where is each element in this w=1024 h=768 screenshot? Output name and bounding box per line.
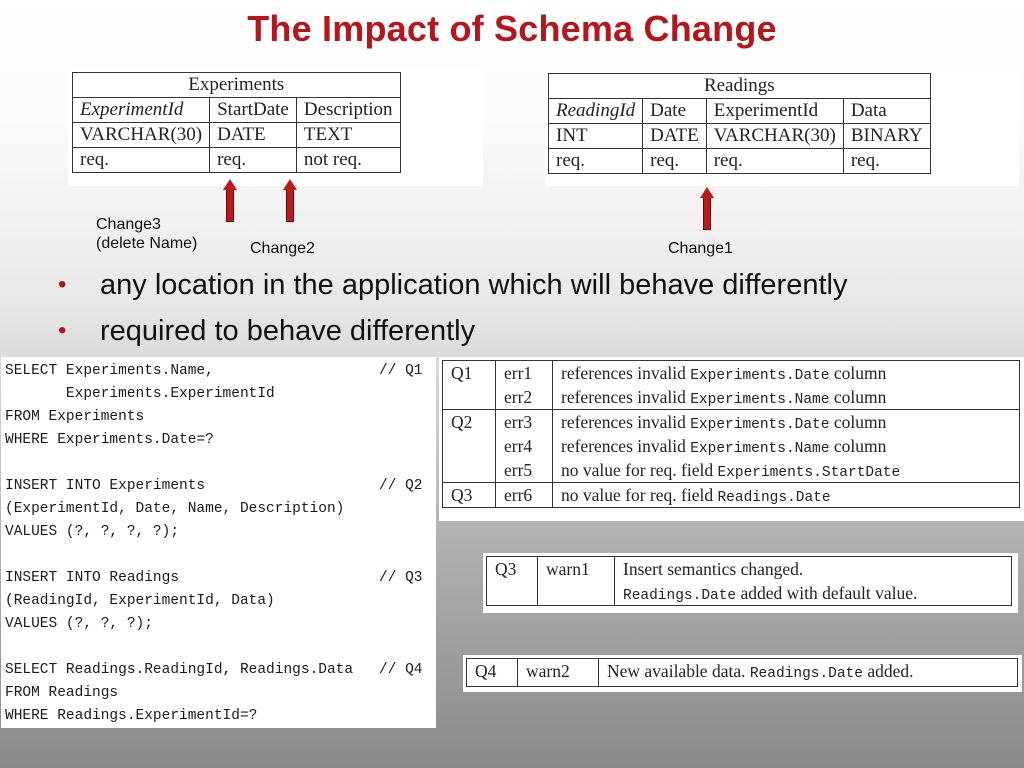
arrow-up-icon [223, 179, 237, 222]
error-text: references invalid [561, 363, 691, 383]
error-desc-cell [553, 361, 1020, 410]
sql-code-panel [1, 357, 436, 728]
error-desc-cell [553, 483, 1020, 508]
error-id-cell [496, 483, 553, 508]
warning-desc-cell [615, 557, 1012, 606]
readings-table [548, 73, 931, 174]
bullet-item [58, 262, 847, 308]
code-line: WHERE Experiments.Date=? [5, 432, 214, 448]
slide-title: The Impact of Schema Change [247, 8, 777, 49]
error-group-row [443, 483, 1020, 508]
warning-suffix: added. [862, 661, 914, 681]
readings-col-type: DATE [643, 124, 707, 149]
code-comment: // Q4 [379, 662, 423, 678]
error-suffix: column [829, 412, 887, 432]
readings-col-required: req. [843, 149, 930, 174]
readings-col-required: req. [549, 149, 643, 174]
code-line: WHERE Readings.ExperimentId=? [5, 708, 258, 724]
bullet-text: required to behave differently [100, 315, 476, 347]
error-text: no value for req. field [561, 460, 718, 480]
error-code: Experiments.Date [690, 368, 830, 384]
code-line: SELECT Experiments.Name, [5, 363, 214, 379]
code-line: INSERT INTO Readings [5, 570, 180, 586]
readings-col-required: req. [706, 149, 843, 174]
change1-label: Change1 [668, 240, 733, 257]
experiments-col-header: ExperimentId [73, 98, 210, 123]
readings-table-name: Readings [549, 74, 931, 99]
code-line: INSERT INTO Experiments [5, 478, 206, 494]
readings-col-header: ReadingId [549, 99, 643, 124]
change3-label [96, 215, 197, 253]
code-line: (ReadingId, ExperimentId, Data) [5, 593, 275, 609]
error-suffix: column [829, 387, 887, 407]
arrow-up-icon [700, 187, 714, 230]
code-comment: // Q1 [379, 363, 423, 379]
bullet-dot-icon: • [58, 271, 67, 298]
code-line: VALUES (?, ?, ?); [5, 616, 153, 632]
bullet-list [58, 262, 847, 354]
experiments-col-required: not req. [296, 148, 400, 173]
error-group-row [443, 410, 1020, 483]
errors-table [442, 360, 1020, 508]
experiments-table-name: Experiments [73, 73, 401, 98]
error-id: err4 [504, 436, 533, 456]
warning-text: New available data. [607, 661, 750, 681]
readings-table-panel [545, 70, 1019, 186]
readings-col-type: INT [549, 124, 643, 149]
code-comment: // Q3 [379, 570, 423, 586]
error-code: Experiments.Name [690, 392, 830, 408]
experiments-table [72, 72, 401, 173]
change2-label: Change2 [250, 240, 315, 257]
bullet-text: any location in the application which will behave differently [100, 269, 848, 301]
experiments-col-header: Description [296, 98, 400, 123]
readings-col-type: VARCHAR(30) [706, 124, 843, 149]
readings-col-type: BINARY [843, 124, 930, 149]
code-line: (ExperimentId, Date, Name, Description) [5, 501, 345, 517]
experiments-col-type: VARCHAR(30) [73, 123, 210, 148]
readings-col-header: Data [843, 99, 930, 124]
warning-id: warn1 [538, 557, 615, 606]
error-suffix: column [829, 436, 887, 456]
error-id: err2 [504, 387, 533, 407]
query-id: Q3 [443, 483, 496, 508]
error-code: Readings.Date [717, 490, 831, 506]
errors-table-panel [439, 357, 1024, 521]
warn2-table [466, 658, 1018, 687]
code-comment: // Q2 [379, 478, 423, 494]
query-id: Q3 [487, 557, 538, 606]
code-line: SELECT Readings.ReadingId, Readings.Data [5, 662, 354, 678]
warning-code: Readings.Date [749, 666, 863, 682]
code-line: Experiments.ExperimentId [5, 386, 275, 402]
arrow-up-icon [283, 179, 297, 222]
readings-col-required: req. [643, 149, 707, 174]
query-id: Q1 [443, 361, 496, 410]
change3-title: Change3 [96, 216, 161, 233]
error-group-row [443, 361, 1020, 410]
experiments-col-header: StartDate [210, 98, 297, 123]
warning-desc-cell [599, 659, 1018, 687]
experiments-col-required: req. [210, 148, 297, 173]
warning-code: Readings.Date [623, 588, 737, 604]
code-line: FROM Readings [5, 685, 119, 701]
code-line: VALUES (?, ?, ?, ?); [5, 524, 180, 540]
bullet-dot-icon: • [58, 317, 67, 344]
experiments-table-panel [68, 68, 483, 186]
warn1-table [486, 556, 1012, 606]
warning-suffix: added with default value. [736, 583, 918, 603]
error-id-cell [496, 361, 553, 410]
code-line: FROM Experiments [5, 409, 145, 425]
change3-detail: (delete Name) [96, 235, 198, 252]
error-text: no value for req. field [561, 485, 718, 505]
warning-id: warn2 [518, 659, 599, 687]
error-code: Experiments.Name [690, 441, 830, 457]
experiments-col-type: DATE [210, 123, 297, 148]
error-desc-cell [553, 410, 1020, 483]
error-code: Experiments.Date [690, 417, 830, 433]
readings-col-header: Date [643, 99, 707, 124]
error-id: err3 [504, 412, 533, 432]
query-id: Q4 [467, 659, 518, 687]
error-id: err1 [504, 363, 533, 383]
error-id-cell [496, 410, 553, 483]
query-id: Q2 [443, 410, 496, 483]
error-text: references invalid [561, 412, 691, 432]
error-text: references invalid [561, 436, 691, 456]
warn1-panel [483, 553, 1018, 613]
error-text: references invalid [561, 387, 691, 407]
experiments-col-type: TEXT [296, 123, 400, 148]
error-id: err5 [504, 460, 533, 480]
warn2-panel [463, 655, 1022, 692]
experiments-col-required: req. [73, 148, 210, 173]
error-suffix: column [829, 363, 887, 383]
bullet-item [58, 308, 847, 354]
error-id: err6 [504, 485, 533, 505]
readings-col-header: ExperimentId [706, 99, 843, 124]
warning-text: Insert semantics changed. [623, 559, 804, 579]
error-code: Experiments.StartDate [717, 465, 901, 481]
